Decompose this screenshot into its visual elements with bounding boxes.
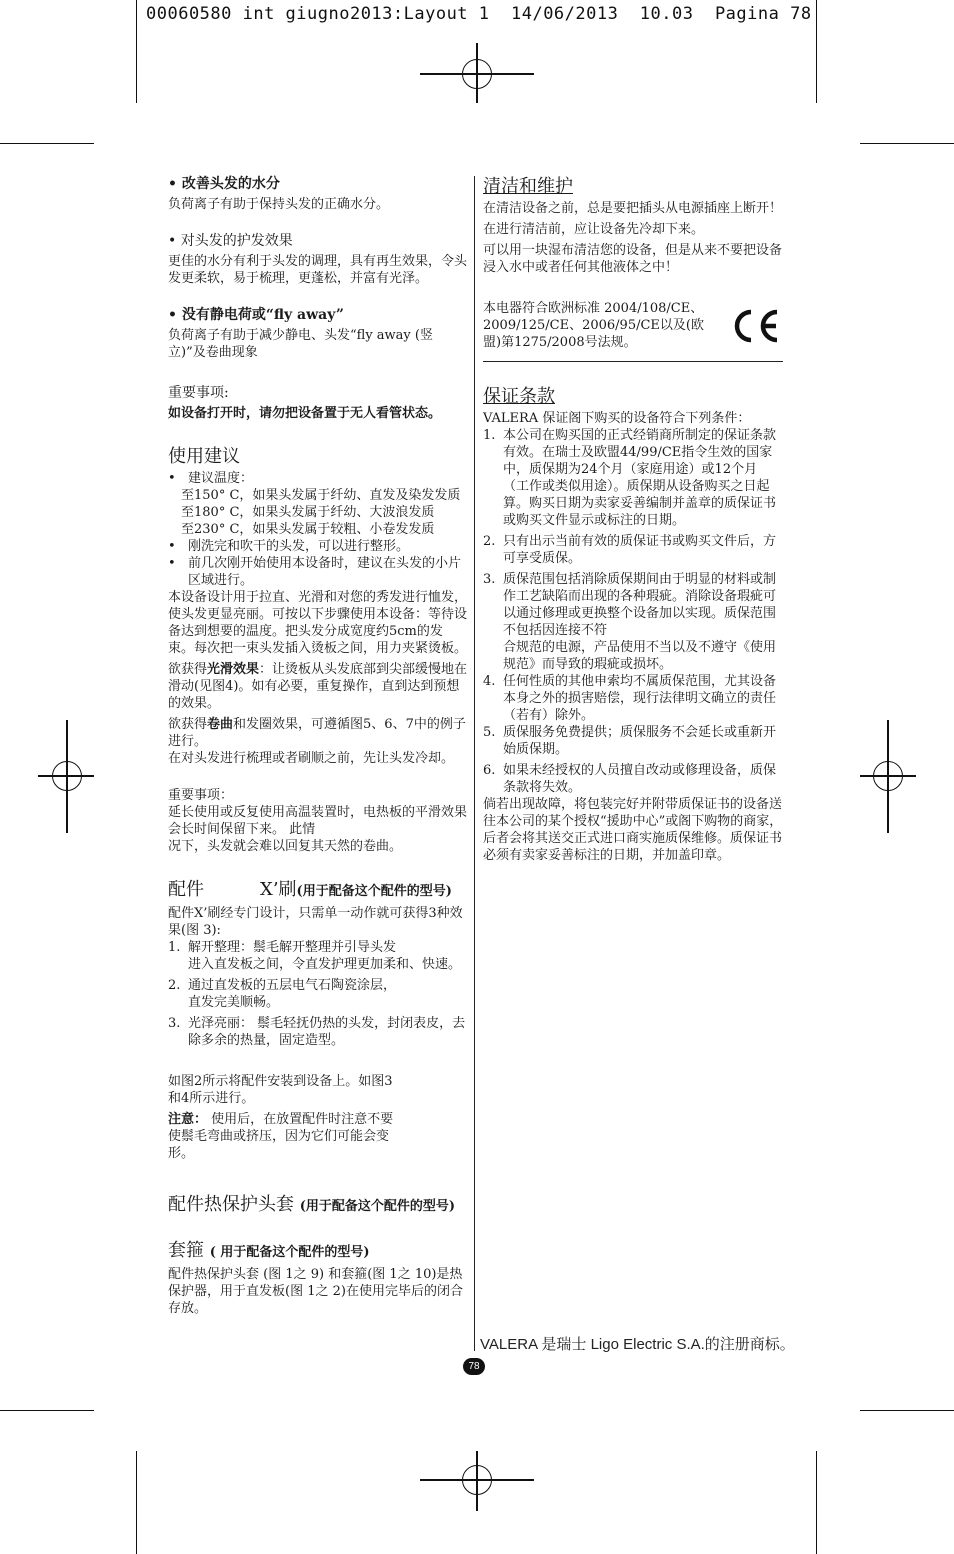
list-item: • 刚洗完和吹干的头发，可以进行整形。 <box>168 539 410 554</box>
cleaning-heading: 清洁和维护 <box>483 176 573 197</box>
important-text: 况下，头发就会难以回复其天然的卷曲。 <box>168 839 403 854</box>
crop-mark <box>0 143 94 144</box>
crop-mark <box>136 1451 137 1554</box>
hoop-heading: 套箍 ( 用于配备这个配件的型号) <box>168 1240 370 1261</box>
registration-target <box>873 761 903 791</box>
page-number: 78 <box>463 1358 485 1375</box>
list-item: • 前几次刚开始使用本设备时，建议在头发的小片区域进行。 <box>168 556 462 588</box>
list-item: 5. 质保服务免费提供；质保服务不会延长或重新开始质保期。 <box>483 725 777 757</box>
important-title: 重要事项: <box>168 385 229 401</box>
crop-mark <box>860 143 954 144</box>
compliance-block <box>483 300 783 351</box>
crop-mark <box>136 0 137 103</box>
crop-mark <box>816 0 817 103</box>
paragraph: 可以用一块湿布清洁您的设备，但是从来不要把设备浸入水中或者任何其他液体之中！ <box>483 243 783 275</box>
column-divider <box>474 176 475 1351</box>
registration-target <box>462 1465 492 1495</box>
list-item: 1. 解开整理：鬃毛解开整理并引导头发 进入直发板之间，令直发护理更加柔和、快速。 <box>168 940 462 972</box>
compliance-text: 本电器符合欧洲标准 2004/108/CE、2009/125/CE、2006/95/CE以及(欧盟)第1275/2008号法规。 <box>483 301 704 350</box>
section-title: • 没有静电荷或“fly away” <box>168 307 344 323</box>
note: 注意： 使用后，在放置配件时注意不要使鬃毛弯曲或挤压，因为它们可能会变形。 <box>168 1112 394 1161</box>
section-title: • 对头发的护发效果 <box>168 233 293 249</box>
paragraph: 配件热保护头套 (图 1之 9) 和套箍(图 1之 10)是热保护器，用于直发板(图 1之 2)在使用完毕后的闭合存放。 <box>168 1267 463 1316</box>
paragraph: 欲获得光滑效果：让烫板从头发底部到尖部缓慢地在滑动(见图4)。如有必要，重复操作，直到达到预想的效果。 <box>168 662 468 711</box>
list-item: 1. 本公司在购买国的正式经销商所制定的保证条款有效。在瑞士及欧盟44/99/CE指令生效的国家中，质保期为24个月（家庭用途）或12个月（工作或类似用途）。质保期从设备购买之日起算。购买日期为卖家妥善编制并盖章的质保证书或购买文件显示或标注的日期。 <box>483 428 777 528</box>
important-text: 延长使用或反复使用高温装置时，电热板的平滑效果会长时间保留下来。 此情 <box>168 805 468 837</box>
list-item: 3. 质保范围包括消除质保期间由于明显的材料或制作工艺缺陷而出现的各种瑕疵。消除设备瑕疵可以通过修理或更换整个设备加以实现。质保范围不包括因连接不符 合规范的电源，产品使用不当以及不遵守《使用规范》而导致的瑕疵或损坏。 <box>483 572 777 672</box>
temperature-line: 至150° C，如果头发属于纤幼、直发及染发发质 <box>181 488 461 503</box>
crop-mark <box>0 1410 94 1411</box>
important-text: 如设备打开时，请勿把设备置于无人看管状态。 <box>168 406 442 421</box>
left-column <box>168 176 468 1317</box>
paragraph: VALERA 保证阁下购买的设备符合下列条件： <box>483 411 751 426</box>
paragraph: 欲获得卷曲和发圈效果，可遵循图5、6、7中的例子进行。 <box>168 717 466 749</box>
list-item: • 建议温度： <box>168 471 254 486</box>
important-title: 重要事项： <box>168 788 234 803</box>
list-item: 4. 任何性质的其他申索均不属质保范围，尤其设备本身之外的损害赔偿，现行法律明文确立的责任（若有）除外。 <box>483 674 777 723</box>
paragraph: 如图2所示将配件安装到设备上。如图3和4所示进行。 <box>168 1074 393 1106</box>
list-item: 6. 如果未经授权的人员擅自改动或修理设备，质保条款将失效。 <box>483 763 777 795</box>
temperature-line: 至180° C，如果头发属于纤幼、大波浪发质 <box>181 505 435 520</box>
registration-target <box>462 59 492 89</box>
paragraph: 配件X’刷经专门设计，只需单一动作就可获得3种效果(图 3): <box>168 906 463 938</box>
paragraph: 在清洁设备之前，总是要把插头从电源插座上断开！ <box>483 201 783 216</box>
paragraph: 在对头发进行梳理或者刷顺之前，先让头发冷却。 <box>168 751 455 766</box>
paragraph: 倘若出现故障，将包装完好并附带质保证书的设备送往本公司的某个授权“援助中心”或阁下购物的商家，后者会将其送交正式进口商实施质保维修。质保证书必须有卖家妥善标注的日期，并加盖印章。 <box>483 797 783 863</box>
paragraph: 更佳的水分有利于头发的调理，具有再生效果，令头发更柔软，易于梳理，更蓬松，并富有光泽。 <box>168 254 468 286</box>
section-title: • 改善头发的水分 <box>168 176 280 192</box>
usage-heading: 使用建议 <box>168 446 240 467</box>
paragraph: 负荷离子有助于减少静电、头发“fly away (竖立)”及卷曲现象 <box>168 328 433 360</box>
right-column <box>483 176 783 864</box>
crop-mark <box>860 1410 954 1411</box>
registration-target <box>52 761 82 791</box>
warranty-heading: 保证条款 <box>483 386 555 407</box>
print-slug: 00060580 int giugno2013:Layout 1 14/06/2013 10.03 Pagina 78 <box>146 4 812 24</box>
paragraph: 本设备设计用于拉直、光滑和对您的秀发进行恤发，使头发更显亮丽。可按以下步骤使用本设备：等待设备达到想要的温度。把头发分成宽度约5cm的发束。每次把一束头发插入烫板之间，用力夹紧烫板。 <box>168 590 468 656</box>
paragraph: 负荷离子有助于保持头发的正确水分。 <box>168 197 390 212</box>
list-item: 2. 通过直发板的五层电气石陶瓷涂层， 直发完美顺畅。 <box>168 978 397 1010</box>
cap-heading: 配件热保护头套 (用于配备这个配件的型号) <box>168 1194 456 1215</box>
ce-mark-icon <box>727 306 783 346</box>
trademark-notice: VALERA 是瑞士 Ligo Electric S.A.的注册商标。 <box>480 1336 795 1353</box>
accessory-heading: 配件 X’刷(用于配备这个配件的型号) <box>168 879 452 900</box>
list-item: 3. 光泽亮丽： 鬃毛轻抚仍热的头发，封闭表皮，去除多余的热量，固定造型。 <box>168 1016 466 1048</box>
paragraph: 在进行清洁前，应让设备先冷却下来。 <box>483 222 705 237</box>
list-item: 2. 只有出示当前有效的质保证书或购买文件后，方可享受质保。 <box>483 534 777 566</box>
crop-mark <box>816 1451 817 1554</box>
temperature-line: 至230° C，如果头发属于较粗、小卷发发质 <box>181 522 435 537</box>
